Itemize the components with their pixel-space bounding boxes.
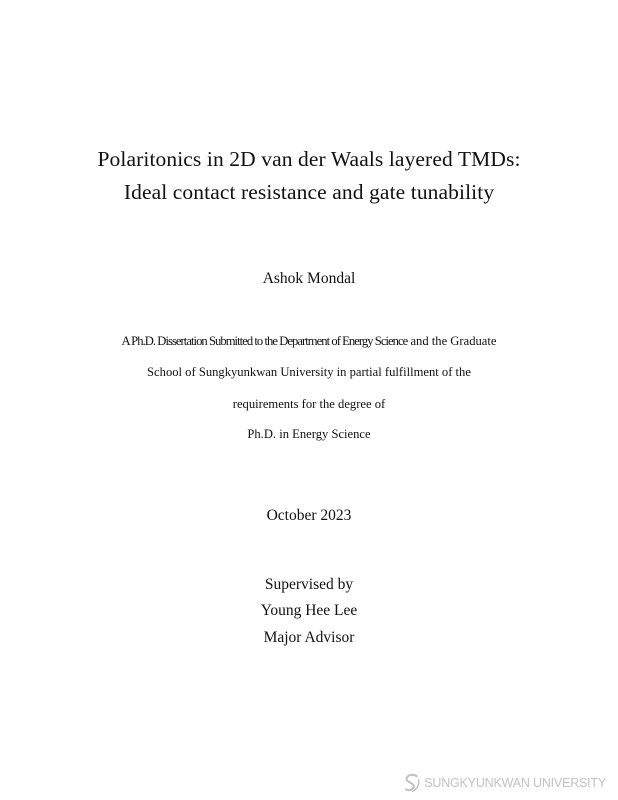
title-line-2: Ideal contact resistance and gate tunability	[123, 180, 495, 204]
university-watermark	[403, 772, 606, 794]
university-logo-icon	[403, 773, 421, 793]
statement-line-1-rest: and the Graduate	[407, 334, 497, 348]
degree-name: Ph.D. in Energy Science	[247, 427, 371, 441]
advisor-role: Major Advisor	[263, 629, 355, 646]
title-line-1: Polaritonics in 2D van der Waals layered TMDs:	[97, 147, 521, 171]
dissertation-statement-line-3: requirements for the degree of	[232, 397, 386, 411]
dissertation-statement-line-1	[0, 334, 618, 349]
author-name: Ashok Mondal	[262, 270, 356, 287]
supervisor-name: Young Hee Lee	[260, 602, 358, 619]
dissertation-statement-line-2: School of Sungkyunkwan University in partial fulfillment of the	[147, 365, 471, 379]
submission-date: October 2023	[266, 507, 352, 524]
statement-line-1-condensed: A Ph.D. Dissertation Submitted to the Department of Energy Science	[121, 334, 408, 348]
watermark-text: SUNGKYUNKWAN UNIVERSITY	[424, 776, 606, 790]
supervised-by-label: Supervised by	[264, 576, 354, 593]
